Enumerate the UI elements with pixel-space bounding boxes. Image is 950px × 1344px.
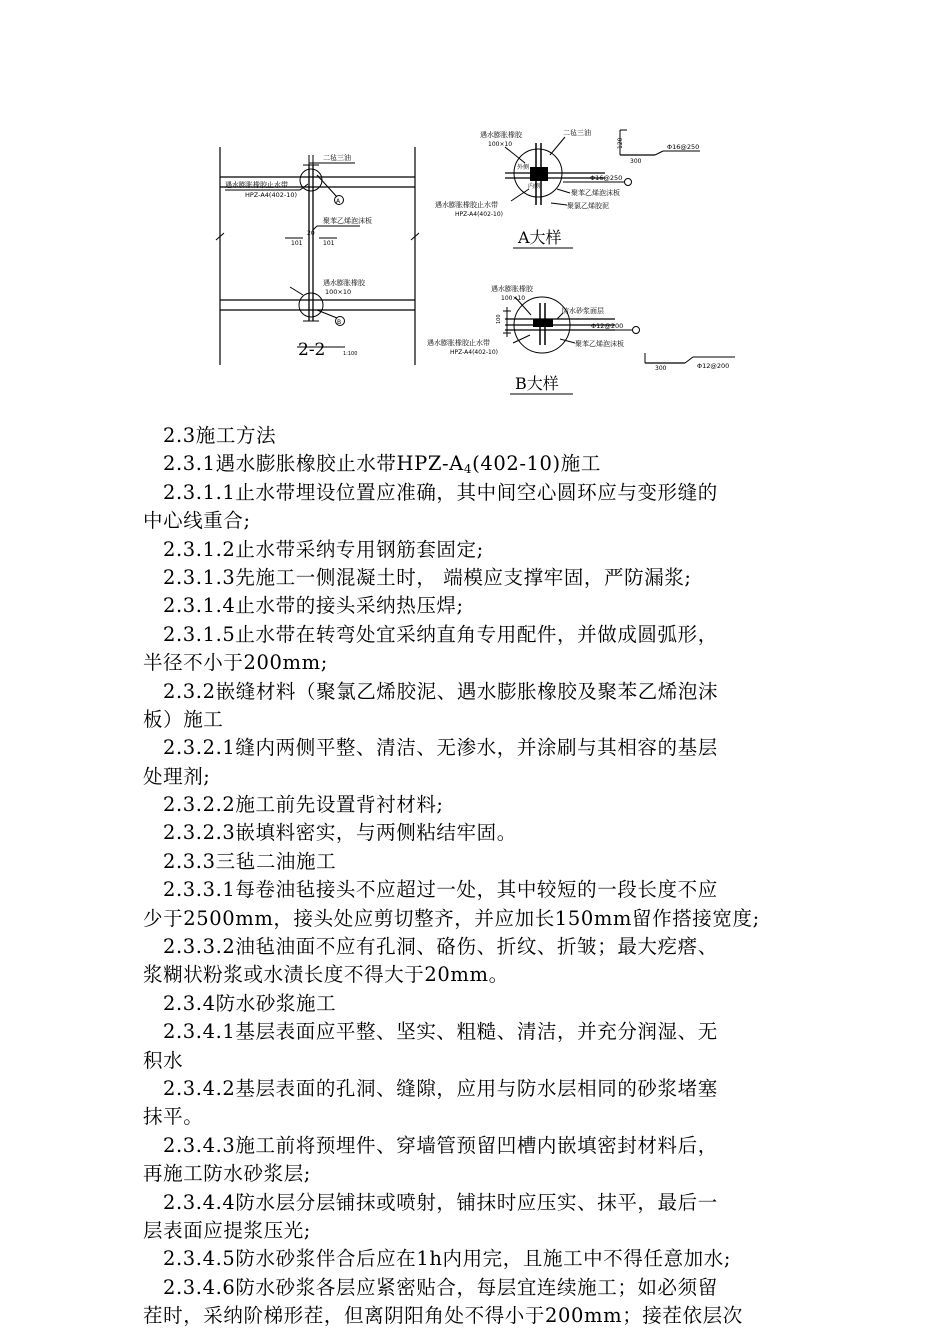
detail-b-rubber-label: 遇水膨胀橡胶 xyxy=(491,285,533,293)
section-2-2-rubber-label: 遇水膨胀橡胶 xyxy=(323,279,365,287)
paragraph-line: 处理剂; xyxy=(143,764,211,788)
paragraph-line: 积水 xyxy=(143,1048,184,1072)
paragraph-line: 抹平。 xyxy=(143,1105,204,1129)
paragraph-line: 2.3.4.5防水砂浆伴合后应在1h内用完，且施工中不得任意加水; xyxy=(163,1247,732,1271)
paragraph-line: 2.3.2.3嵌填料密实，与两侧粘结牢固。 xyxy=(163,821,517,845)
detail-a-foam-label: 聚苯乙烯泡沫板 xyxy=(571,189,620,197)
detail-a-top-note: 二毡三油 xyxy=(563,129,591,137)
detail-b-waterstop-model: HPZ-A4(402-10) xyxy=(450,349,499,356)
detail-a-rebar-dim-h: 300 xyxy=(630,158,642,165)
detail-a-rebar: Φ16@250 xyxy=(590,174,623,182)
paragraph-line: 2.3.1.1止水带埋设位置应准确，其中间空心圆环应与变形缝的 xyxy=(163,480,718,504)
detail-b xyxy=(427,284,735,394)
paragraph-line: 再施工防水砂浆层; xyxy=(143,1162,311,1186)
detail-b-mortar-label: 防水砂浆面层 xyxy=(562,307,604,315)
section-2-2 xyxy=(216,147,419,365)
heading-2-3-3: 2.3.3三毡二油施工 xyxy=(163,849,337,873)
detail-a-waterstop-model: HPZ-A4(402-10) xyxy=(455,211,504,218)
section-2-2-waterstop-label: 遇水膨胀橡胶止水带 xyxy=(225,181,288,189)
paragraph-line: 板）施工 xyxy=(143,707,224,731)
paragraph-line: 层表面应提浆压光; xyxy=(143,1218,311,1242)
detail-b-foam-label: 聚苯乙烯泡沫板 xyxy=(575,340,624,348)
paragraph-line: 2.3.2.1缝内两侧平整、清洁、无渗水，并涂刷与其相容的基层 xyxy=(163,736,718,760)
drawing-svg xyxy=(205,125,750,410)
section-2-2-rubber-size: 100×10 xyxy=(325,288,352,296)
heading-2-3-1-subscript: 4 xyxy=(463,462,473,477)
heading-2-3-1-tail: (402-10)施工 xyxy=(472,452,601,476)
paragraph-line: 2.3.1.4止水带的接头采纳热压焊; xyxy=(163,594,464,618)
paragraph-line: 2.3.1.3先施工一侧混凝土时， 端模应支撑牢固，严防漏浆; xyxy=(163,565,692,589)
detail-b-title: B大样 xyxy=(515,374,559,393)
joint-detail-drawing xyxy=(205,125,750,410)
detail-a-waterstop-label: 遇水膨胀橡胶止水带 xyxy=(435,201,498,209)
detail-a-rebar-dim-v: 120 xyxy=(617,137,624,149)
heading-2-3-1 xyxy=(143,450,813,478)
section-2-2-marker-b: B xyxy=(337,319,342,326)
section-2-2-top-label: 二毡三油 xyxy=(323,154,351,162)
section-2-2-waterstop-model: HPZ-A4(402-10) xyxy=(245,191,298,199)
detail-a-mastic-label: 聚氯乙烯胶泥 xyxy=(567,202,609,210)
paragraph-line: 浆糊状粉浆或水渍长度不得大于20mm。 xyxy=(143,963,509,987)
heading-2-3-4: 2.3.4防水砂浆施工 xyxy=(163,991,337,1015)
detail-a-rubber-label: 遇水膨胀橡胶 xyxy=(480,131,522,139)
detail-a-inner: 内侧 xyxy=(528,183,541,190)
paragraph-line: 2.3.2.2施工前先设置背衬材料; xyxy=(163,793,444,817)
detail-a-title: A大样 xyxy=(518,228,562,247)
detail-b-rebar-spec: Φ12@200 xyxy=(697,362,730,370)
detail-a-outer: 外侧 xyxy=(517,164,530,171)
paragraph-line: 2.3.4.1基层表面应平整、坚实、粗糙、清洁，并充分润湿、无 xyxy=(163,1020,718,1044)
paragraph-line: 2.3.4.2基层表面的孔洞、缝隙，应用与防水层相同的砂浆堵塞 xyxy=(163,1076,718,1100)
paragraph-line: 半径不小于200mm; xyxy=(143,651,328,675)
section-2-2-foam-label: 聚苯乙烯泡沫板 xyxy=(323,217,372,225)
detail-b-rebar-dim-h: 300 xyxy=(655,365,667,372)
paragraph-line: 2.3.4.3施工前将预埋件、穿墙管预留凹槽内嵌填密封材料后， xyxy=(163,1133,718,1157)
section-2-2-dim-20: 20 xyxy=(307,230,315,237)
section-2-2-marker-a: A xyxy=(336,198,341,205)
heading-2-3-2: 2.3.2嵌缝材料（聚氯乙烯胶泥、遇水膨胀橡胶及聚苯乙烯泡沫 xyxy=(163,679,719,703)
detail-b-waterstop-label: 遇水膨胀橡胶止水带 xyxy=(427,339,490,347)
paragraph-line: 2.3.4.4防水层分层铺抹或喷射，铺抹时应压实、抹平，最后一 xyxy=(163,1190,718,1214)
detail-b-rebar: Φ12@200 xyxy=(591,322,624,330)
section-2-2-dim-101-left: 101 xyxy=(291,240,303,247)
detail-a-rebar-spec: Φ16@250 xyxy=(667,143,700,151)
heading-2-3: 2.3施工方法 xyxy=(163,424,277,447)
section-2-2-scale: 1:100 xyxy=(343,351,358,357)
section-2-2-title: 2-2 xyxy=(298,340,326,360)
detail-b-rubber-size: 100×10 xyxy=(501,295,526,302)
paragraph-line: 2.3.3.2油毡油面不应有孔洞、硌伤、折纹、折皱；最大疙瘩、 xyxy=(163,935,718,959)
paragraph-line: 茬时，采纳阶梯形茬，但离阴阳角处不得小于200mm；接茬依层次 xyxy=(143,1304,743,1328)
paragraph-line: 2.3.1.2止水带采纳专用钢筋套固定; xyxy=(163,537,484,561)
paragraph-line: 少于2500mm，接头处应剪切整齐，并应加长150mm留作搭接宽度; xyxy=(143,906,760,930)
paragraph-line: 2.3.3.1每卷油毡接头不应超过一处，其中较短的一段长度不应 xyxy=(163,878,718,902)
section-2-2-dim-101-right: 101 xyxy=(323,240,335,247)
detail-a xyxy=(435,128,700,248)
paragraph-line: 2.3.1.5止水带在转弯处宜采纳直角专用配件，并做成圆弧形， xyxy=(163,622,718,646)
construction-method-text xyxy=(143,422,813,1331)
paragraph-line: 2.3.4.6防水砂浆各层应紧密贴合，每层宜连续施工；如必须留 xyxy=(163,1275,718,1299)
heading-2-3-1-text: 2.3.1遇水膨胀橡胶止水带HPZ-A xyxy=(163,452,464,476)
paragraph-line: 中心线重合; xyxy=(143,509,251,533)
detail-a-rubber-size: 100×10 xyxy=(488,141,513,148)
detail-b-dim: 100 xyxy=(496,314,502,324)
